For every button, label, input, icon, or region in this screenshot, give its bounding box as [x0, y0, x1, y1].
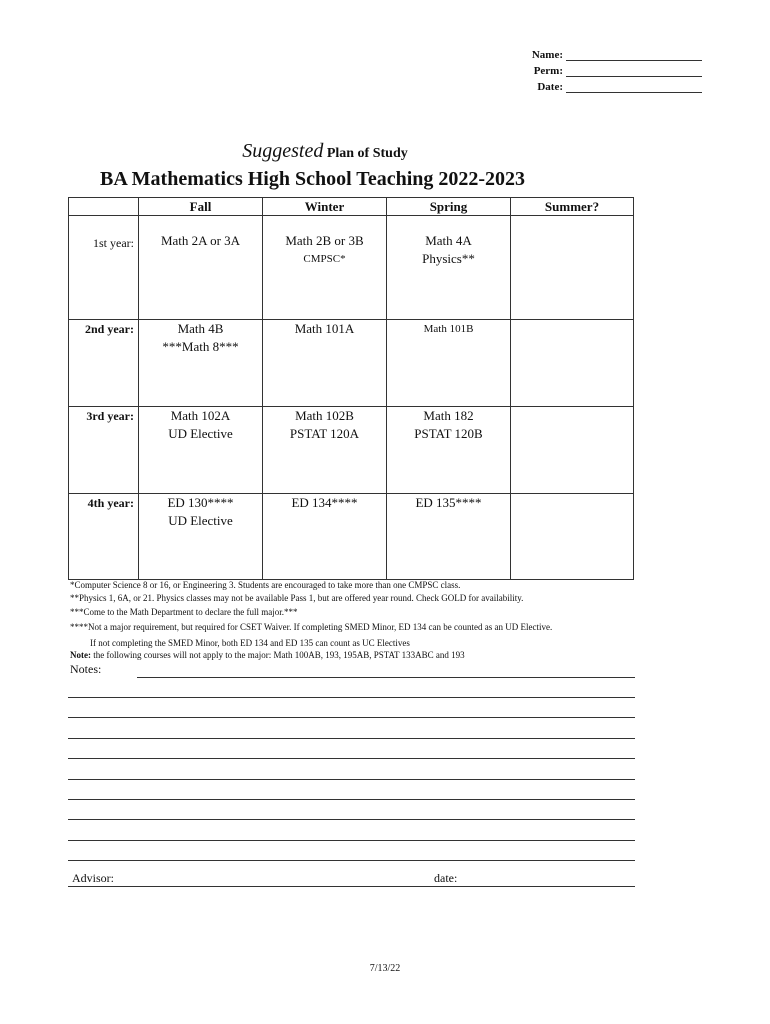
date-label: Date:	[537, 81, 563, 93]
course: ED 135****	[415, 495, 482, 510]
spring-cell[interactable]	[387, 320, 511, 407]
year-label: 2nd year:	[69, 320, 139, 407]
course: ED 134****	[291, 495, 358, 510]
footnote-math8: ***Come to the Math Department to declare the full major.***	[70, 607, 298, 617]
subtitle	[0, 140, 650, 163]
page-title: BA Mathematics High School Teaching 2022-2023	[100, 168, 526, 190]
year-label: 4th year:	[69, 494, 139, 580]
winter-cell[interactable]	[263, 407, 387, 494]
fall-cell[interactable]	[139, 320, 263, 407]
year-label: 1st year:	[69, 216, 139, 320]
notes-line[interactable]	[68, 860, 635, 861]
notes-line[interactable]	[68, 819, 635, 820]
course: Math 102B	[295, 408, 354, 423]
notes-line[interactable]	[68, 840, 635, 841]
footnote-cmpsc: *Computer Science 8 or 16, or Engineering 3. Students are encouraged to take more than one CMPSC class.	[70, 580, 461, 590]
course: Math 4A	[425, 233, 472, 248]
column-header-fall: Fall	[139, 198, 263, 216]
advisor-signature-line[interactable]	[68, 886, 635, 887]
advisor-label: Advisor:	[72, 871, 114, 885]
fall-cell[interactable]	[139, 216, 263, 320]
fall-cell[interactable]	[139, 407, 263, 494]
course: PSTAT 120B	[414, 426, 483, 441]
notes-line[interactable]	[68, 717, 635, 718]
notes-line[interactable]	[137, 677, 635, 678]
course: UD Elective	[168, 426, 233, 441]
advisor-date-label: date:	[434, 871, 458, 885]
summer-cell[interactable]	[511, 407, 634, 494]
summer-cell[interactable]	[511, 320, 634, 407]
header-corner	[69, 198, 139, 216]
date-row	[532, 77, 702, 93]
spring-cell[interactable]	[387, 494, 511, 580]
name-field[interactable]	[566, 49, 702, 61]
summer-cell[interactable]	[511, 216, 634, 320]
footnote-note	[70, 650, 465, 660]
summer-cell[interactable]	[511, 494, 634, 580]
note-text: the following courses will not apply to the major: Math 100AB, 193, 195AB, PSTAT 133ABC and 193	[91, 650, 465, 660]
course: PSTAT 120A	[289, 426, 360, 441]
course: Math 182	[423, 408, 474, 423]
course: Math 2A or 3A	[160, 233, 241, 248]
winter-cell[interactable]	[263, 320, 387, 407]
spring-cell[interactable]	[387, 216, 511, 320]
course: Math 101B	[423, 323, 474, 335]
course: Math 102A	[170, 408, 231, 423]
perm-field[interactable]	[566, 65, 702, 77]
page-date: 7/13/22	[369, 963, 401, 974]
notes-line[interactable]	[68, 697, 635, 698]
spring-cell[interactable]	[387, 407, 511, 494]
course: Math 4B	[177, 321, 224, 336]
subtitle-suggested: Suggested	[242, 140, 324, 162]
table-row	[69, 320, 634, 407]
plan-of-study-table	[68, 197, 634, 580]
footnote-physics: **Physics 1, 6A, or 21. Physics classes may not be available Pass 1, but are offered year round. Check GOLD for availability.	[70, 593, 524, 603]
course: Math 2B or 3B	[285, 233, 364, 248]
course: CMPSC*	[303, 253, 346, 265]
fall-cell[interactable]	[139, 494, 263, 580]
name-row	[532, 45, 702, 61]
subtitle-plan-of-study: Plan of Study	[326, 146, 408, 161]
year-label: 3rd year:	[69, 407, 139, 494]
footnote-ed-courses: ****Not a major requirement, but required for CSET Waiver. If completing SMED Minor, ED 134 can be counted as an UD Elective.	[70, 622, 553, 632]
column-header-summer: Summer?	[511, 198, 634, 216]
name-label: Name:	[531, 49, 563, 61]
footnote-smed: If not completing the SMED Minor, both ED 134 and ED 135 can count as UC Electives	[90, 638, 410, 648]
notes-label: Notes:	[70, 662, 102, 676]
perm-label: Perm:	[533, 65, 563, 77]
course: Math 101A	[294, 321, 355, 336]
course: UD Elective	[168, 513, 233, 528]
notes-line[interactable]	[68, 738, 635, 739]
course: ***Math 8***	[162, 339, 239, 354]
notes-line[interactable]	[68, 779, 635, 780]
table-row	[69, 216, 634, 320]
course: ED 130****	[167, 495, 234, 510]
notes-line[interactable]	[68, 758, 635, 759]
table-row	[69, 407, 634, 494]
note-label: Note:	[70, 650, 91, 660]
winter-cell[interactable]	[263, 494, 387, 580]
date-field[interactable]	[566, 81, 702, 93]
table-row	[69, 494, 634, 580]
column-header-spring: Spring	[387, 198, 511, 216]
winter-cell[interactable]	[263, 216, 387, 320]
table-header-row	[69, 198, 634, 216]
column-header-winter: Winter	[263, 198, 387, 216]
student-info-header	[532, 45, 702, 93]
perm-row	[532, 61, 702, 77]
course: Physics**	[422, 251, 475, 266]
notes-line[interactable]	[68, 799, 635, 800]
